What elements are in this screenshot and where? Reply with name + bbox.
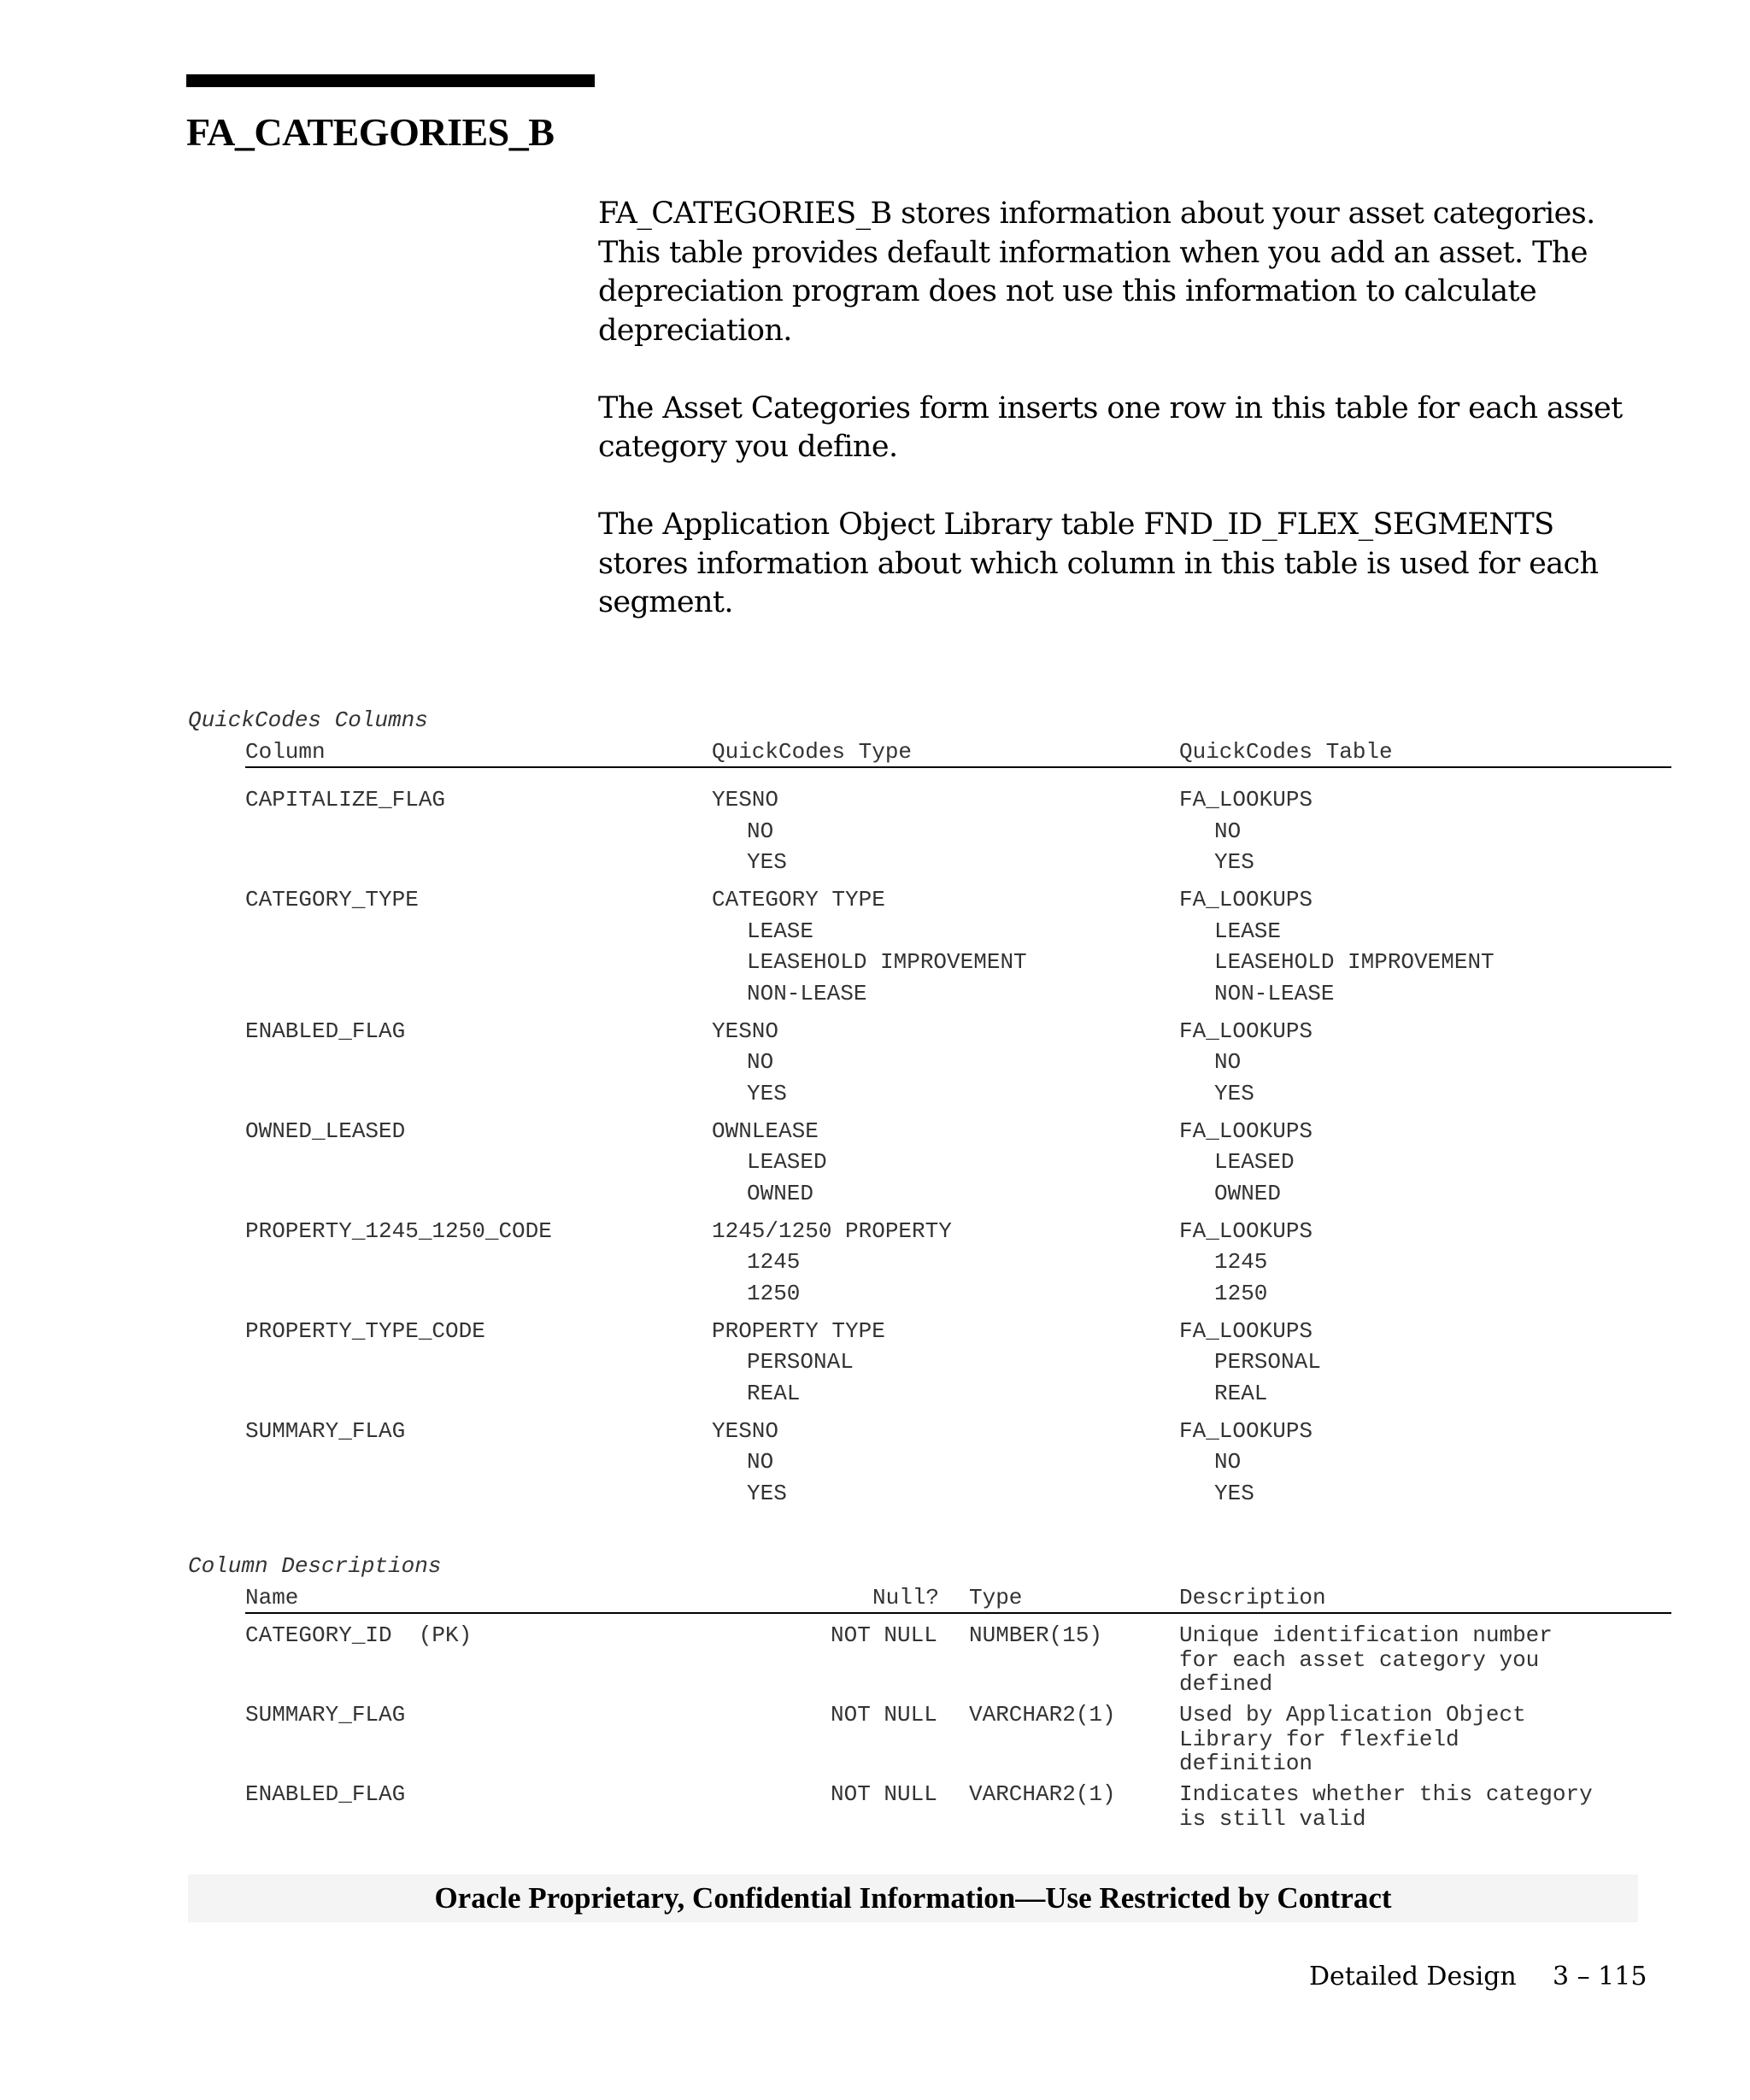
quickcodes-table-name: FA_LOOKUPS [1179,1217,1313,1244]
quickcodes-column-name: CAPITALIZE_FLAG [245,787,446,812]
quickcodes-type-value: PERSONAL [747,1349,854,1375]
quickcodes-table-value: REAL [1214,1380,1268,1406]
coldesc-null: NOT NULL [831,1702,937,1728]
quickcodes-table-value: LEASEHOLD IMPROVEMENT [1214,949,1495,975]
quickcodes-type-name: CATEGORY TYPE [712,887,885,912]
quickcodes-table-value: NON-LEASE [1214,980,1335,1006]
quickcodes-column-name: CATEGORY_TYPE [245,887,419,912]
quickcodes-type-value: OWNED [747,1180,814,1206]
coldesc-header-name: Name [245,1585,299,1610]
coldesc-description: Used by Application Object Library for flexfield definition [1179,1702,1526,1776]
coldesc-name: SUMMARY_FLAG [245,1702,406,1728]
coldesc-header-null: Null? [872,1585,940,1610]
quickcodes-table-value: OWNED [1214,1180,1282,1206]
quickcodes-column-name: OWNED_LEASED [245,1117,406,1144]
coldesc-description: Indicates whether this category is still valid [1179,1781,1593,1832]
quickcodes-table-value: YES [1214,1480,1254,1506]
quickcodes-table-value: LEASED [1214,1149,1295,1175]
quickcodes-table-value: YES [1214,1080,1254,1106]
coldesc-description: Unique identification number for each asset category you defined [1179,1622,1553,1697]
quickcodes-table-value: NO [1214,1049,1242,1075]
title-rule-bar [186,74,595,87]
coldesc-header-type: Type [969,1585,1023,1610]
quickcodes-table-name: FA_LOOKUPS [1179,887,1313,912]
quickcodes-column-name: ENABLED_FLAG [245,1018,406,1044]
quickcodes-type-value: NO [747,1049,774,1075]
coldesc-header-rule [245,1612,1671,1614]
intro-paragraph: FA_CATEGORIES_B stores information about your asset categories. This table provides default information when you add an asset. The depreciation program does not use this information to calculate depreciation. [598,197,1595,348]
quickcodes-table-name: FA_LOOKUPS [1179,1317,1313,1344]
quickcodes-table-name: FA_LOOKUPS [1179,787,1313,812]
quickcodes-type-name: YESNO [712,787,779,812]
quickcodes-type-value: NO [747,1449,774,1475]
page-title: FA_CATEGORIES_B [186,110,555,154]
quickcodes-header-type: QuickCodes Type [712,739,913,765]
quickcodes-table-name: FA_LOOKUPS [1179,1417,1313,1444]
quickcodes-header-column: Column [245,739,326,765]
quickcodes-table-value: PERSONAL [1214,1349,1321,1375]
column-descriptions-section-label: Column Descriptions [188,1553,442,1579]
coldesc-null: NOT NULL [831,1622,937,1648]
quickcodes-table-name: FA_LOOKUPS [1179,1117,1313,1144]
quickcodes-header-table: QuickCodes Table [1179,739,1393,765]
quickcodes-table-value: 1245 [1214,1249,1268,1275]
quickcodes-header-rule [245,766,1671,768]
intro-text [598,195,1649,661]
footer-page-number: 3 – 115 [1553,1962,1647,1991]
confidentiality-notice: Oracle Proprietary, Confidential Information––Use Restricted by Contract [188,1874,1638,1922]
quickcodes-type-value: NON-LEASE [747,980,867,1006]
quickcodes-type-value: 1250 [747,1280,801,1306]
quickcodes-type-name: YESNO [712,1018,779,1044]
footer-section-title: Detailed Design [1309,1962,1517,1991]
quickcodes-column-name: PROPERTY_TYPE_CODE [245,1317,485,1344]
quickcodes-type-value: YES [747,849,787,875]
coldesc-type: NUMBER(15) [969,1622,1103,1648]
quickcodes-column-name: PROPERTY_1245_1250_CODE [245,1217,552,1244]
quickcodes-table-value: NO [1214,818,1242,844]
quickcodes-type-name: PROPERTY TYPE [712,1317,885,1344]
quickcodes-type-value: 1245 [747,1249,801,1275]
coldesc-header-description: Description [1179,1585,1326,1610]
coldesc-name: CATEGORY_ID (PK) [245,1622,473,1648]
intro-paragraph: The Asset Categories form inserts one row in this table for each asset category you define. [598,390,1623,464]
coldesc-null: NOT NULL [831,1781,937,1807]
quickcodes-type-name: 1245/1250 PROPERTY [712,1217,952,1244]
coldesc-type: VARCHAR2(1) [969,1781,1116,1807]
quickcodes-type-name: OWNLEASE [712,1117,819,1144]
quickcodes-table-value: YES [1214,849,1254,875]
quickcodes-table-value: 1250 [1214,1280,1268,1306]
quickcodes-type-value: YES [747,1080,787,1106]
quickcodes-type-value: YES [747,1480,787,1506]
quickcodes-section-label: QuickCodes Columns [188,707,428,733]
quickcodes-table-name: FA_LOOKUPS [1179,1018,1313,1044]
quickcodes-type-name: YESNO [712,1417,779,1444]
quickcodes-table-value: LEASE [1214,918,1282,944]
intro-paragraph: The Application Object Library table FND_ID_FLEX_SEGMENTS stores information about which column in this table is used for each segment. [598,507,1599,619]
quickcodes-type-value: LEASE [747,918,814,944]
quickcodes-type-value: REAL [747,1380,801,1406]
quickcodes-type-value: LEASEHOLD IMPROVEMENT [747,949,1027,975]
quickcodes-table-value: NO [1214,1449,1242,1475]
quickcodes-type-value: NO [747,818,774,844]
quickcodes-type-value: LEASED [747,1149,827,1175]
coldesc-name: ENABLED_FLAG [245,1781,406,1807]
quickcodes-column-name: SUMMARY_FLAG [245,1417,406,1444]
coldesc-type: VARCHAR2(1) [969,1702,1116,1728]
